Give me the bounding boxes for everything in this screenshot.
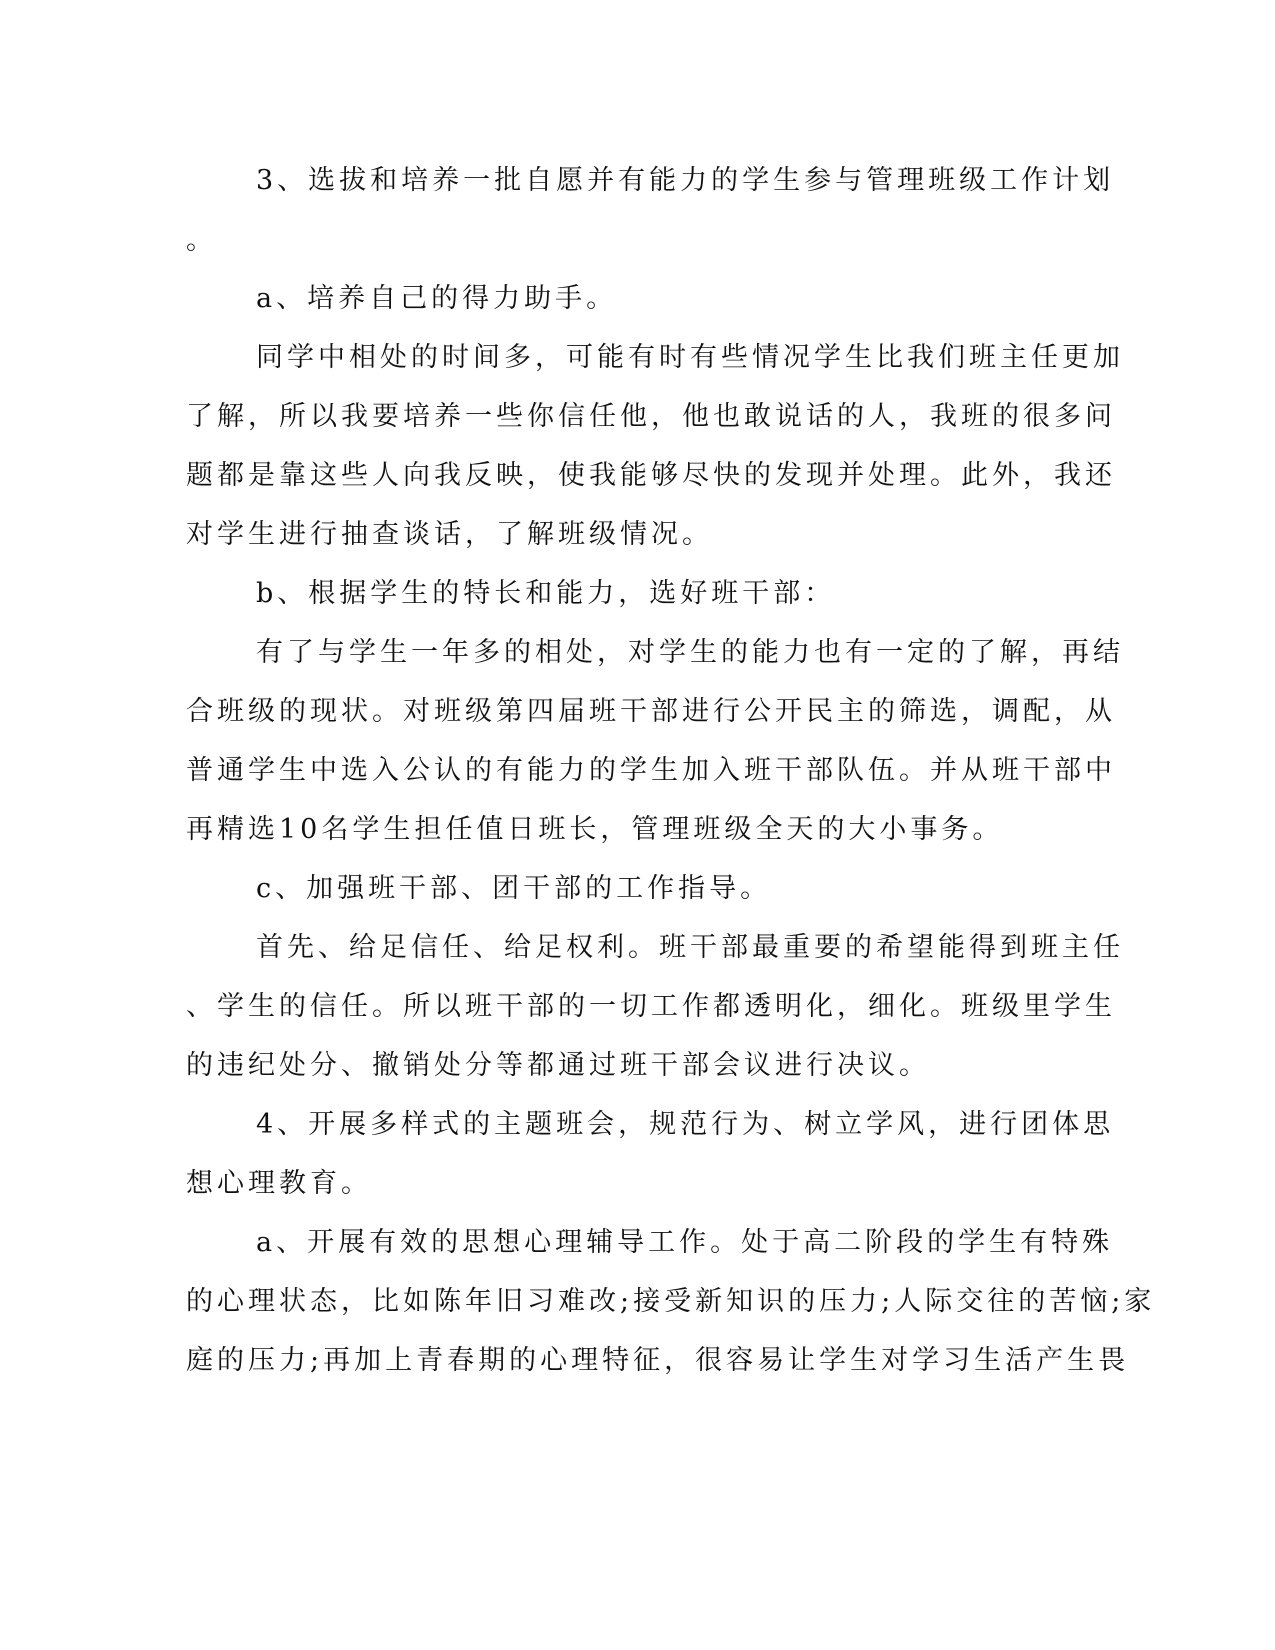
- paragraph-line: 再精选10名学生担任值日班长，管理班级全天的大小事务。: [186, 814, 1004, 845]
- paragraph-line: 同学中相处的时间多，可能有时有些情况学生比我们班主任更加: [256, 342, 1124, 373]
- paragraph-line: 、学生的信任。所以班干部的一切工作都透明化，细化。班级里学生: [186, 991, 1116, 1022]
- paragraph-line: 3、选拔和培养一批自愿并有能力的学生参与管理班级工作计划: [256, 165, 1115, 196]
- paragraph-line: 普通学生中选入公认的有能力的学生加入班干部队伍。并从班干部中: [186, 755, 1116, 786]
- paragraph-line: 题都是靠这些人向我反映，使我能够尽快的发现并处理。此外，我还: [186, 460, 1116, 491]
- paragraph-line: 庭的压力;再加上青春期的心理特征，很容易让学生对学习生活产生畏: [186, 1345, 1130, 1376]
- paragraph-line: 想心理教育。: [186, 1168, 372, 1199]
- paragraph-line: a、开展有效的思想心理辅导工作。处于高二阶段的学生有特殊: [256, 1227, 1114, 1258]
- paragraph-line: 了解，所以我要培养一些你信任他，他也敢说话的人，我班的很多问: [186, 401, 1116, 432]
- paragraph-line: b、根据学生的特长和能力，选好班干部：: [256, 578, 836, 609]
- paragraph-line: 的心理状态，比如陈年旧习难改;接受新知识的压力;人际交往的苦恼;家: [186, 1286, 1156, 1317]
- paragraph-line: 对学生进行抽查谈话，了解班级情况。: [186, 519, 713, 550]
- paragraph-line: 4、开展多样式的主题班会，规范行为、树立学风，进行团体思: [256, 1109, 1115, 1140]
- paragraph-line: 的违纪处分、撤销处分等都通过班干部会议进行决议。: [186, 1050, 930, 1081]
- paragraph-line: 有了与学生一年多的相处，对学生的能力也有一定的了解，再结: [256, 637, 1124, 668]
- paragraph-line: c、加强班干部、团干部的工作指导。: [256, 873, 772, 904]
- paragraph-line: a、培养自己的得力助手。: [256, 283, 618, 314]
- paragraph-line: 首先、给足信任、给足权利。班干部最重要的希望能得到班主任: [256, 932, 1124, 963]
- paragraph-line: 合班级的现状。对班级第四届班干部进行公开民主的筛选，调配，从: [186, 696, 1116, 727]
- paragraph-line: 。: [186, 225, 217, 256]
